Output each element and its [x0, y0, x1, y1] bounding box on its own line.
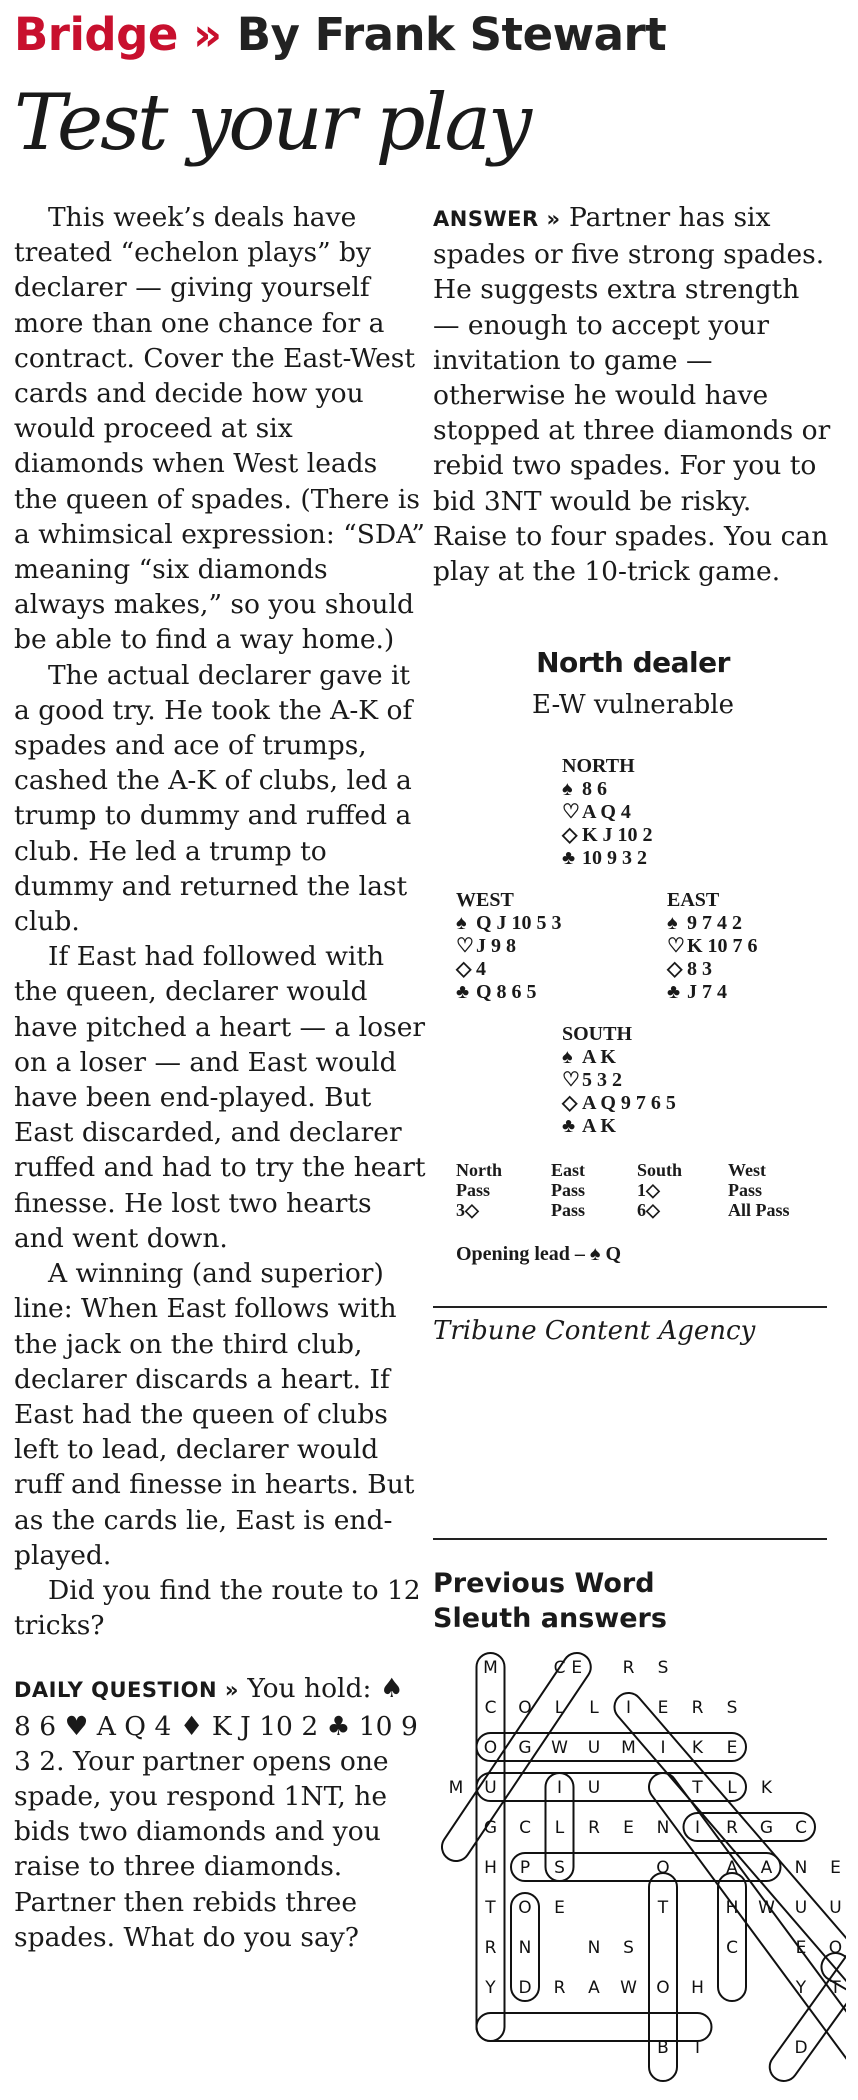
- puzzle-letter: C: [726, 1938, 738, 1958]
- puzzle-letter: G: [518, 1738, 532, 1758]
- divider: [433, 1538, 827, 1540]
- bid-cell: 6◇: [637, 1200, 660, 1220]
- bid-cell: 3◇: [456, 1200, 479, 1220]
- puzzle-letter: T: [830, 1978, 841, 1998]
- puzzle-letter: U: [587, 1738, 601, 1758]
- divider: [433, 1306, 827, 1308]
- puzzle-letter: N: [656, 1818, 670, 1838]
- puzzle-letter: L: [727, 1778, 737, 1798]
- word-sleuth-title-line-1: Previous Word: [433, 1568, 655, 1599]
- bid-cell: 1◇: [637, 1180, 660, 1200]
- puzzle-letter: C: [795, 1818, 807, 1838]
- heart-icon: ♡: [562, 1069, 580, 1091]
- puzzle-letter: P: [519, 1858, 531, 1878]
- spade-icon: ♠: [667, 912, 678, 934]
- puzzle-letter: T: [692, 1778, 703, 1798]
- hearts-holding: K 10 7 6: [687, 935, 758, 957]
- daily-question-label: DAILY QUESTION »: [14, 1678, 239, 1703]
- puzzle-letter: M: [483, 1658, 498, 1678]
- byline: By Frank Stewart: [236, 8, 667, 61]
- puzzle-letter: G: [483, 1818, 498, 1838]
- puzzle-letter: L: [554, 1698, 565, 1718]
- puzzle-letter: O: [518, 1698, 532, 1718]
- paragraph-4: A winning (and superior) line: When East follows with the jack on the third club, declarer discards a heart. If East had the queen of clubs left to lead, declarer would ruff and finesse in hearts. But as the cards lie, East is end-played.: [14, 1258, 415, 1571]
- bid-cell: North: [456, 1160, 502, 1180]
- heart-icon: ♡: [456, 935, 474, 957]
- puzzle-answer-oval: [643, 1767, 846, 2085]
- diamond-icon: ◇: [562, 1092, 578, 1114]
- puzzle-letter: O: [656, 1978, 670, 1998]
- hand-label: WEST: [456, 889, 514, 911]
- puzzle-letter: H: [725, 1898, 739, 1918]
- puzzle-letter: O: [518, 1898, 532, 1918]
- puzzle-letter: A: [588, 1978, 600, 1998]
- puzzle-letter: O: [483, 1738, 498, 1758]
- puzzle-letter: K: [691, 1738, 704, 1758]
- puzzle-letter: O: [656, 1858, 670, 1878]
- puzzle-letter: U: [829, 1898, 842, 1918]
- spade-icon: ♠: [562, 778, 573, 800]
- spade-icon: ♠: [456, 912, 467, 934]
- puzzle-letter: D: [794, 2038, 808, 2058]
- headline: Test your play: [14, 78, 530, 168]
- puzzle-letter: I: [660, 1738, 666, 1758]
- puzzle-letter: H: [484, 1858, 497, 1878]
- bid-cell: Pass: [456, 1180, 491, 1200]
- puzzle-letter: U: [484, 1778, 497, 1798]
- puzzle-answer-oval: [437, 1648, 597, 1867]
- puzzle-answer-oval: [477, 1773, 747, 1801]
- puzzle-letter: Y: [795, 1978, 807, 1998]
- puzzle-letter: M: [448, 1778, 464, 1798]
- hearts-holding: 5 3 2: [582, 1069, 622, 1091]
- bid-cell: Pass: [551, 1180, 586, 1200]
- header-separator: »: [193, 8, 222, 61]
- puzzle-letter: E: [726, 1738, 738, 1758]
- puzzle-letter: E: [571, 1658, 583, 1678]
- puzzle-letter: R: [553, 1978, 566, 1998]
- word-sleuth-title: [433, 1566, 667, 1636]
- diamond-icon: ◇: [456, 958, 472, 980]
- bid-cell: Pass: [728, 1180, 763, 1200]
- puzzle-letter: R: [691, 1698, 704, 1718]
- clubs-holding: Q 8 6 5: [476, 981, 537, 1003]
- hand-label: EAST: [667, 889, 720, 911]
- puzzle-letter: I: [625, 1698, 632, 1718]
- clubs-holding: 10 9 3 2: [582, 847, 647, 869]
- diamonds-holding: A Q 9 7 6 5: [582, 1092, 676, 1114]
- puzzle-letter: U: [587, 1778, 601, 1798]
- club-icon: ♣: [562, 1115, 576, 1137]
- hand-label: SOUTH: [562, 1023, 633, 1045]
- puzzle-letter: E: [623, 1818, 634, 1838]
- paragraph-5: Did you find the route to 12 tricks?: [14, 1574, 421, 1642]
- puzzle-letter: E: [657, 1698, 669, 1718]
- puzzle-letter: C: [484, 1698, 497, 1718]
- puzzle-letter: N: [518, 1938, 532, 1958]
- vulnerability: E-W vulnerable: [532, 690, 734, 720]
- hand-north: [562, 755, 653, 870]
- hearts-holding: A Q 4: [582, 801, 631, 823]
- club-icon: ♣: [667, 981, 681, 1003]
- clubs-holding: J 7 4: [687, 981, 727, 1003]
- puzzle-letter: M: [621, 1738, 636, 1758]
- hand-label: NORTH: [562, 755, 635, 777]
- paragraph-1: This week’s deals have treated “echelon plays” by declarer — giving yourself more than one chance for a contract. Cover the East-West cards and decide how you would proceed at six diamonds when West leads the queen of spades. (There is a whimsical expression: “SDA” meaning “six diamonds always makes,” so you should be able to find a way home.): [14, 202, 425, 656]
- club-icon: ♣: [562, 847, 576, 869]
- puzzle-letter: O: [828, 1938, 843, 1958]
- puzzle-letter: A: [726, 1858, 738, 1878]
- daily-question-text: You hold: ♠ 8 6 ♥ A Q 4 ♦ K J 10 2 ♣ 10 9 3 2. Your partner opens one spade, you respond 1NT, he bids two diamonds and you raise to three diamonds. Partner then rebids three spades. What do you say?: [14, 1673, 418, 1953]
- article-body: [14, 200, 426, 1955]
- bid-cell: Pass: [551, 1200, 586, 1220]
- puzzle-letter: B: [657, 2038, 669, 2058]
- answer: [433, 200, 833, 589]
- puzzle-letter: E: [830, 1858, 841, 1878]
- puzzle-letter: W: [551, 1738, 568, 1758]
- bid-cell: All Pass: [728, 1200, 790, 1220]
- diamonds-holding: K J 10 2: [582, 824, 653, 846]
- diamonds-holding: 8 3: [687, 958, 712, 980]
- puzzle-letter: R: [484, 1938, 497, 1958]
- puzzle-letter: L: [589, 1698, 599, 1718]
- bid-cell: South: [637, 1160, 683, 1180]
- puzzle-letter: U: [794, 1898, 808, 1918]
- puzzle-letter: S: [657, 1658, 669, 1678]
- heart-icon: ♡: [667, 935, 685, 957]
- bid-cell: West: [728, 1160, 766, 1180]
- hearts-holding: J 9 8: [476, 935, 516, 957]
- word-sleuth-title-line-2: Sleuth answers: [433, 1603, 667, 1634]
- bidding-north: [456, 1160, 502, 1220]
- diamond-icon: ◇: [562, 824, 578, 846]
- puzzle-letter: N: [587, 1938, 601, 1958]
- puzzle-letter: I: [694, 2038, 701, 2058]
- puzzle-letter: H: [691, 1978, 704, 1998]
- puzzle-letter: G: [759, 1818, 774, 1838]
- puzzle-letter: R: [622, 1658, 635, 1678]
- paragraph-2: The actual declarer gave it a good try. He took the A-K of spades and ace of trumps, cashed the A-K of clubs, led a trump to dummy and ruffed a club. He led a trump to dummy and returned the last club.: [14, 659, 413, 938]
- section-header: [14, 8, 666, 61]
- puzzle-letter: N: [794, 1858, 808, 1878]
- puzzle-letter: W: [620, 1978, 637, 1998]
- bidding-south: [637, 1160, 682, 1220]
- puzzle-letter: C: [553, 1658, 566, 1678]
- club-icon: ♣: [456, 981, 470, 1003]
- puzzle-letter: R: [726, 1818, 738, 1838]
- bidding-east: [551, 1160, 585, 1220]
- spade-icon: ♠: [562, 1046, 573, 1068]
- puzzle-letter: S: [726, 1698, 738, 1718]
- puzzle-letter: E: [795, 1938, 807, 1958]
- puzzle-letter: K: [760, 1778, 773, 1798]
- puzzle-letter: S: [554, 1858, 565, 1878]
- puzzle-letter: T: [657, 1898, 669, 1918]
- section-name: Bridge: [14, 8, 178, 61]
- answer-label: ANSWER »: [433, 207, 561, 231]
- hand-south: [562, 1023, 676, 1138]
- puzzle-letter: T: [485, 1898, 496, 1918]
- spades-holding: 8 6: [582, 778, 607, 800]
- diamonds-holding: 4: [476, 958, 486, 980]
- word-sleuth-grid: [426, 1645, 846, 2085]
- puzzle-letter: Y: [485, 1978, 496, 1998]
- puzzle-letter: L: [554, 1818, 565, 1838]
- diamond-icon: ◇: [667, 958, 683, 980]
- hand-west: [456, 889, 562, 1004]
- puzzle-letter: D: [518, 1978, 532, 1998]
- spades-holding: Q J 10 5 3: [476, 912, 562, 934]
- puzzle-answer-oval: [477, 1733, 747, 1761]
- puzzle-letter: W: [758, 1898, 775, 1918]
- heart-icon: ♡: [562, 801, 580, 823]
- puzzle-letter: I: [556, 1778, 563, 1798]
- puzzle-letter: C: [519, 1818, 531, 1838]
- clubs-holding: A K: [582, 1115, 616, 1137]
- puzzle-letter: S: [623, 1938, 634, 1958]
- daily-question: [14, 1671, 426, 1955]
- bid-cell: East: [551, 1160, 586, 1180]
- puzzle-letter: I: [694, 1818, 701, 1838]
- answer-column: [433, 200, 833, 589]
- bidding-west: [728, 1160, 790, 1220]
- agency-credit: Tribune Content Agency: [433, 1316, 756, 1346]
- paragraph-3: If East had followed with the queen, declarer would have pitched a heart — a loser on a loser — and East would have been end-played. But East discarded, and declarer ruffed and had to try the heart finesse. He lost two hearts and went down.: [14, 941, 426, 1254]
- hand-east: [667, 889, 758, 1004]
- spades-holding: A K: [582, 1046, 616, 1068]
- opening-lead: Opening lead – ♠ Q: [456, 1243, 622, 1265]
- spades-holding: 9 7 4 2: [687, 912, 742, 934]
- puzzle-letter: A: [760, 1858, 773, 1878]
- puzzle-letter: R: [588, 1818, 600, 1838]
- dealer-heading: North dealer: [536, 646, 730, 679]
- answer-text: Partner has six spades or five strong spades. He suggests extra strength — enough to accept your invitation to game — otherwise he would have stopped at three diamonds or rebid two spades. For you to bid 3NT would be risky. Raise to four spades. You can play at the 10-trick game.: [433, 202, 831, 588]
- puzzle-letter: E: [554, 1898, 565, 1918]
- puzzle-answer-oval: [609, 1687, 846, 2006]
